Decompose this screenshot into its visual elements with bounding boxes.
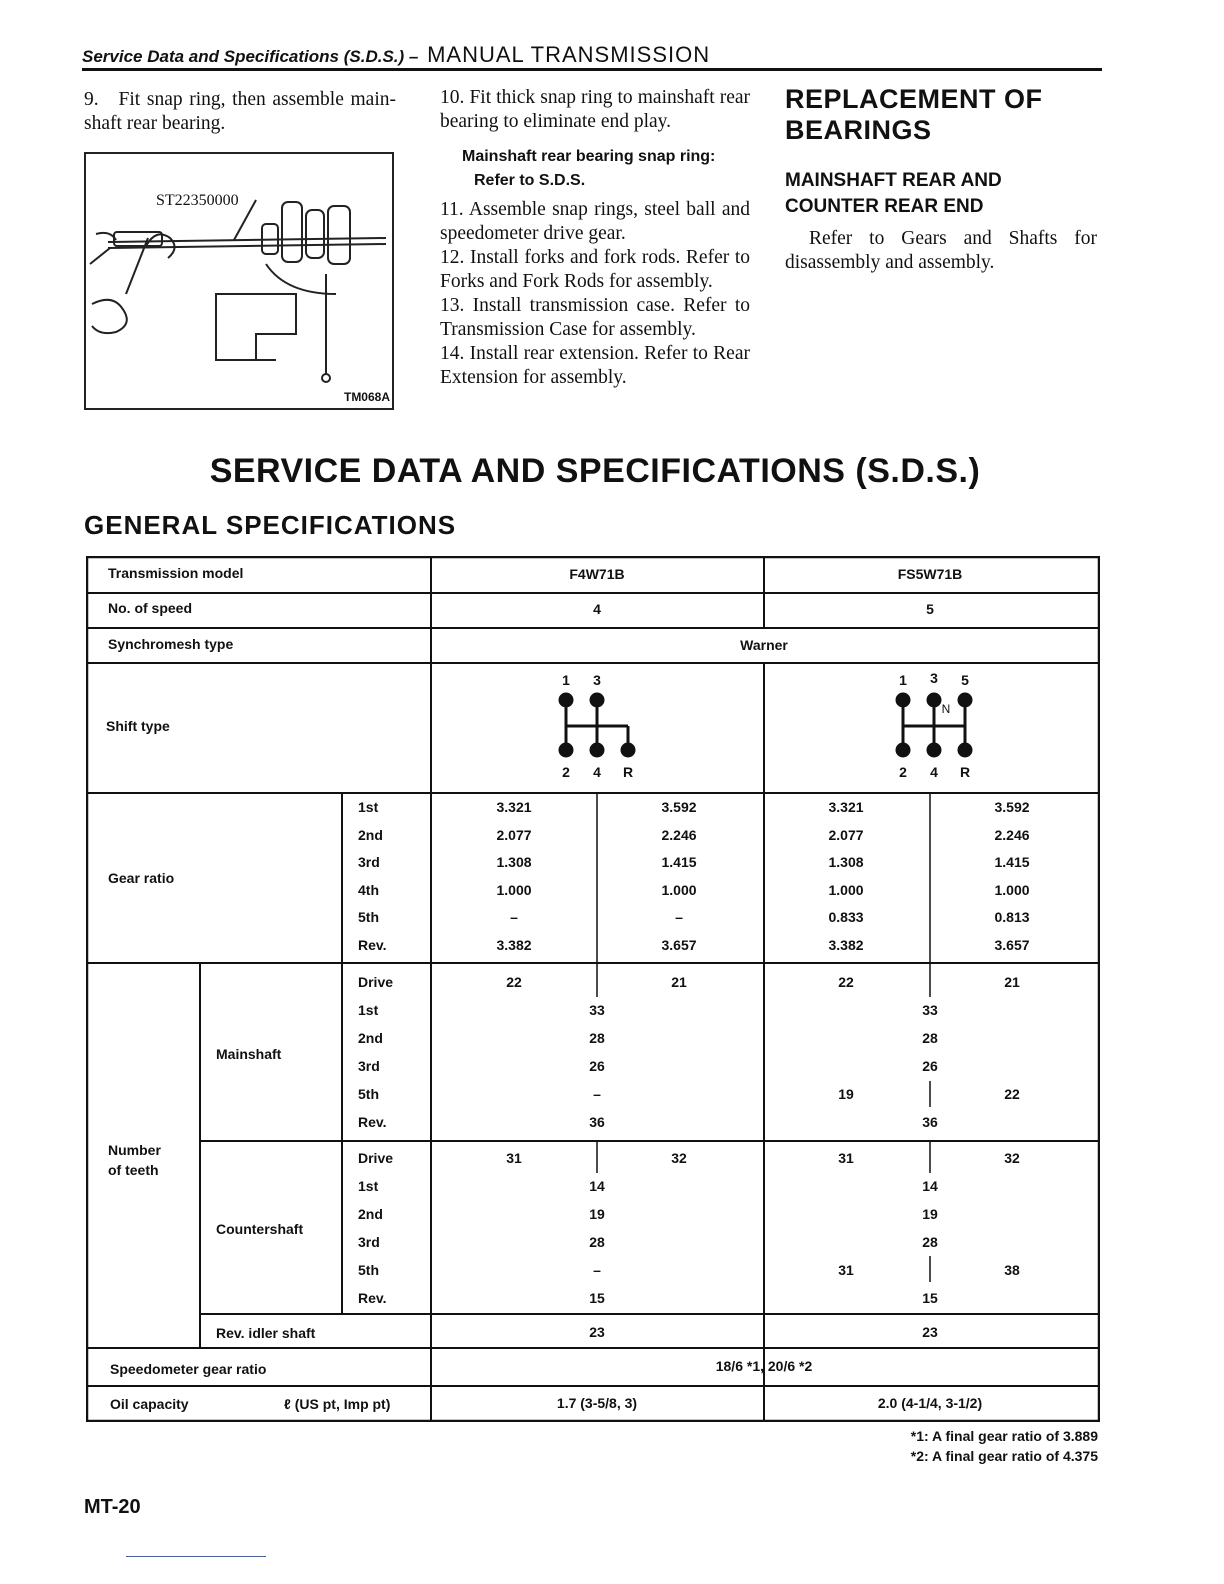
label-rev-idler-shaft: Rev. idler shaft — [216, 1325, 316, 1341]
countershaft-a-value-4: 15 — [589, 1290, 605, 1306]
gear-ratio-a2-0: 3.592 — [661, 799, 697, 815]
figure-id: TM068A — [343, 390, 390, 404]
mainshaft-subtitle — [785, 168, 1002, 220]
mainshaft-b-drive-1: 22 — [838, 974, 854, 990]
synchromesh-value: Warner — [740, 637, 788, 653]
gear-ratio-a2-3: 1.000 — [661, 882, 697, 898]
countershaft-label-4: 5th — [358, 1262, 379, 1278]
gear-label-3: 4th — [358, 882, 379, 898]
mainshaft-b-value-2: 26 — [922, 1058, 938, 1074]
step-9: 9. Fit snap ring, then assemble main-shaft rear bearing. — [84, 89, 396, 134]
oil-capacity-unit: ℓ (US pt, Imp pt) — [284, 1396, 391, 1412]
mainshaft-label-0: Drive — [358, 974, 394, 990]
header-section: Service Data and Specifications (S.D.S.) – — [82, 47, 419, 66]
step-11: 11. Assemble snap rings, steel ball and speedometer drive gear. — [440, 199, 750, 244]
shift-a-gear-4: 4 — [593, 764, 601, 780]
countershaft-a-drive-1: 31 — [506, 1150, 522, 1166]
header-text — [82, 42, 710, 68]
shift-pattern-5-speed — [897, 694, 971, 756]
step-14: 14. Install rear extension. Refer to Rear Extension for assembly. — [440, 343, 750, 388]
gear-ratio-b2-3: 1.000 — [994, 882, 1030, 898]
gear-ratio-b1-3: 1.000 — [828, 882, 864, 898]
shift-b-gear-r: R — [959, 764, 971, 780]
mainshaft-a-drive-2: 21 — [671, 974, 687, 990]
gear-ratio-a2-5: 3.657 — [661, 937, 697, 953]
countershaft-b-drive-1: 31 — [838, 1150, 854, 1166]
label-number-of-teeth — [108, 1140, 161, 1180]
gear-ratio-a1-2: 1.308 — [496, 854, 532, 870]
countershaft-label-0: Drive — [358, 1150, 394, 1166]
countershaft-label-5: Rev. — [358, 1290, 387, 1306]
mainshaft-b-5th-2: 22 — [1004, 1086, 1020, 1102]
countershaft-b-drive-2: 32 — [1004, 1150, 1020, 1166]
countershaft-a-drive-2: 32 — [671, 1150, 687, 1166]
countershaft-a-value-3: – — [593, 1262, 601, 1278]
mainshaft-label-3: 3rd — [358, 1058, 380, 1074]
general-specifications-title: GENERAL SPECIFICATIONS — [84, 510, 457, 540]
general-specifications-table — [86, 556, 1100, 1422]
speedometer-value: 18/6 *1, 20/6 *2 — [715, 1358, 813, 1374]
speed-f4w71b: 4 — [593, 601, 601, 617]
mainshaft-a-value-1: 28 — [589, 1030, 605, 1046]
shift-b-gear-4: 4 — [930, 764, 938, 780]
countershaft-b-5th-1: 31 — [838, 1262, 854, 1278]
mainshaft-subtitle-line-1: MAINSHAFT REAR AND — [785, 170, 1002, 191]
countershaft-b-5th-2: 38 — [1004, 1262, 1020, 1278]
bottom-link-rule — [126, 1556, 266, 1557]
shift-b-gear-2: 2 — [899, 764, 907, 780]
gear-label-0: 1st — [358, 799, 379, 815]
model-f4w71b: F4W71B — [569, 566, 625, 582]
shift-a-gear-r: R — [622, 764, 634, 780]
label-transmission-model: Transmission model — [108, 565, 244, 581]
snap-ring-note-1: Mainshaft rear bearing snap ring: — [462, 148, 716, 165]
model-fs5w71b: FS5W71B — [897, 566, 963, 582]
label-mainshaft: Mainshaft — [216, 1046, 282, 1062]
gear-ratio-b1-1: 2.077 — [828, 827, 864, 843]
mainshaft-a-drive-1: 22 — [506, 974, 522, 990]
label-synchromesh-type: Synchromesh type — [108, 636, 234, 652]
shift-a-gear-1: 1 — [562, 672, 570, 688]
gear-ratio-a1-4: – — [510, 909, 518, 925]
mainshaft-b-value-1: 28 — [922, 1030, 938, 1046]
shift-b-gear-5: 5 — [961, 672, 969, 688]
shift-b-neutral: N — [941, 702, 951, 716]
shift-pattern-4-speed — [560, 694, 634, 756]
countershaft-a-value-2: 28 — [589, 1234, 605, 1250]
gear-ratio-b1-0: 3.321 — [828, 799, 864, 815]
step-13: 13. Install transmission case. Refer to Transmission Case for assembly. — [440, 295, 750, 340]
oil-capacity-f4w71b: 1.7 (3-5/8, 3) — [556, 1395, 638, 1411]
mainshaft-b-drive-2: 21 — [1004, 974, 1020, 990]
gear-ratio-b2-1: 2.246 — [994, 827, 1030, 843]
replacement-title — [785, 84, 1043, 146]
label-oil-capacity: Oil capacity — [110, 1396, 189, 1412]
gear-ratio-a2-4: – — [675, 909, 683, 925]
mainshaft-label-5: Rev. — [358, 1114, 387, 1130]
header-chapter: MANUAL TRANSMISSION — [427, 42, 711, 67]
gear-ratio-a1-1: 2.077 — [496, 827, 532, 843]
gear-ratio-b1-4: 0.833 — [828, 909, 864, 925]
gear-label-2: 3rd — [358, 854, 380, 870]
gear-ratio-a1-5: 3.382 — [496, 937, 532, 953]
gear-ratio-b2-2: 1.415 — [994, 854, 1030, 870]
label-gear-ratio: Gear ratio — [108, 870, 175, 886]
countershaft-label-2: 2nd — [358, 1206, 383, 1222]
gear-ratio-b2-5: 3.657 — [994, 937, 1030, 953]
sds-title: SERVICE DATA AND SPECIFICATIONS (S.D.S.) — [209, 452, 981, 490]
gear-ratio-a1-0: 3.321 — [496, 799, 532, 815]
label-countershaft: Countershaft — [216, 1221, 304, 1237]
mainshaft-b-value-0: 33 — [922, 1002, 938, 1018]
snap-ring-note-2: Refer to S.D.S. — [474, 172, 586, 189]
bearing-installation-illustration — [86, 154, 392, 408]
countershaft-b-value-0: 14 — [922, 1178, 938, 1194]
replacement-title-line-2: BEARINGS — [785, 115, 932, 145]
shift-b-gear-1: 1 — [899, 672, 907, 688]
rev-idler-fs5w71b: 23 — [922, 1324, 938, 1340]
countershaft-b-rev: 15 — [922, 1290, 938, 1306]
gear-label-5: Rev. — [358, 937, 387, 953]
gear-ratio-b2-4: 0.813 — [994, 909, 1030, 925]
tool-code-label: ST22350000 — [156, 192, 239, 209]
mainshaft-a-value-3: – — [593, 1086, 601, 1102]
gear-ratio-b1-2: 1.308 — [828, 854, 864, 870]
shift-b-gear-3: 3 — [930, 670, 938, 686]
mainshaft-subtitle-line-2: COUNTER REAR END — [785, 196, 984, 217]
countershaft-b-value-2: 28 — [922, 1234, 938, 1250]
mainshaft-a-value-2: 26 — [589, 1058, 605, 1074]
mainshaft-a-value-0: 33 — [589, 1002, 605, 1018]
rev-idler-f4w71b: 23 — [589, 1324, 605, 1340]
mainshaft-a-value-4: 36 — [589, 1114, 605, 1130]
shift-a-gear-3: 3 — [593, 672, 601, 688]
page-number: MT-20 — [84, 1496, 141, 1518]
gear-ratio-b1-5: 3.382 — [828, 937, 864, 953]
label-number-of-teeth-line-2: of teeth — [108, 1162, 159, 1178]
mainshaft-b-5th-1: 19 — [838, 1086, 854, 1102]
oil-capacity-fs5w71b: 2.0 (4-1/4, 3-1/2) — [877, 1395, 983, 1411]
label-shift-type: Shift type — [106, 718, 170, 734]
footnote-1: *1: A final gear ratio of 3.889 — [910, 1428, 1098, 1444]
shift-a-gear-2: 2 — [562, 764, 570, 780]
gear-ratio-b2-0: 3.592 — [994, 799, 1030, 815]
label-speedometer-gear-ratio: Speedometer gear ratio — [110, 1361, 267, 1377]
footnote-2: *2: A final gear ratio of 4.375 — [910, 1448, 1098, 1464]
mainshaft-label-1: 1st — [358, 1002, 379, 1018]
gear-ratio-a1-3: 1.000 — [496, 882, 532, 898]
gear-label-4: 5th — [358, 909, 379, 925]
replacement-title-line-1: REPLACEMENT OF — [785, 84, 1043, 114]
countershaft-label-3: 3rd — [358, 1234, 380, 1250]
gear-label-1: 2nd — [358, 827, 383, 843]
countershaft-b-value-1: 19 — [922, 1206, 938, 1222]
mainshaft-label-4: 5th — [358, 1086, 379, 1102]
label-number-of-teeth-line-1: Number — [108, 1142, 161, 1158]
gear-ratio-a2-1: 2.246 — [661, 827, 697, 843]
mainshaft-b-rev: 36 — [922, 1114, 938, 1130]
illustration-figure — [84, 152, 394, 410]
gear-ratio-a2-2: 1.415 — [661, 854, 697, 870]
mainshaft-label-2: 2nd — [358, 1030, 383, 1046]
label-no-of-speed: No. of speed — [108, 600, 193, 616]
page-header — [82, 34, 1102, 71]
countershaft-a-value-1: 19 — [589, 1206, 605, 1222]
replacement-body: Refer to Gears and Shafts for disassembly and assembly. — [785, 228, 1097, 273]
countershaft-a-value-0: 14 — [589, 1178, 605, 1194]
step-12: 12. Install forks and fork rods. Refer to Forks and Fork Rods for assembly. — [440, 247, 750, 292]
countershaft-label-1: 1st — [358, 1178, 379, 1194]
speed-fs5w71b: 5 — [926, 601, 934, 617]
step-10: 10. Fit thick snap ring to mainshaft rear bearing to eliminate end play. — [440, 87, 750, 132]
